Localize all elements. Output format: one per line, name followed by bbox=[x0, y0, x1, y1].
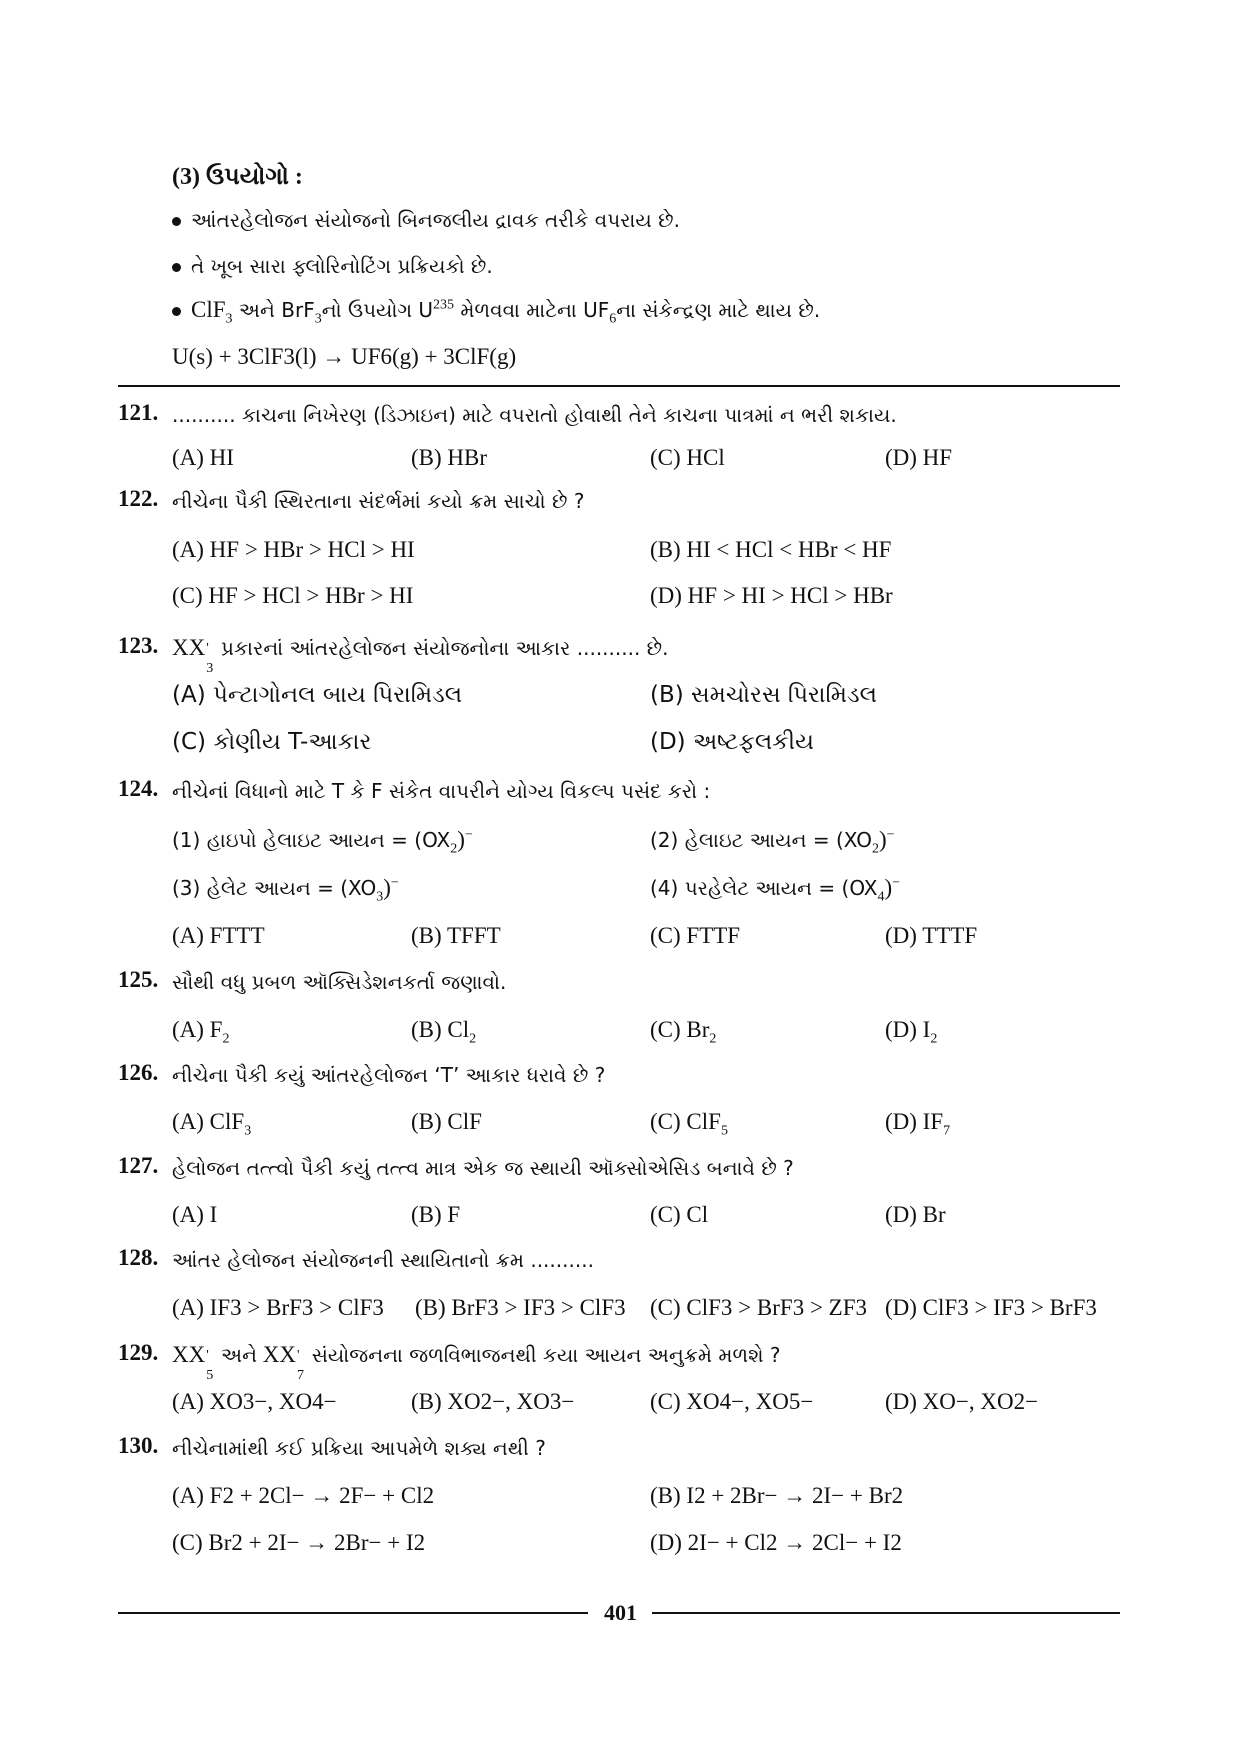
q126-option-b: (B) ClF bbox=[411, 1109, 482, 1134]
q123-option-c: (C) કોણીય T-આકાર bbox=[172, 729, 372, 755]
q129-option-c: (C) XO4−, XO5− bbox=[650, 1389, 814, 1414]
uses-bullet-3: ClF$_3$ અને BrF$_3$નો ઉપયોગ $U^{235}$ મેળવવા માટેના $UF_6ના$ સંકેન્દ્રણ માટે થાય છે. bbox=[172, 295, 820, 325]
section-divider bbox=[118, 385, 1120, 387]
q130-option-c: (C) Br2 + 2I− → 2Br− + I2 bbox=[172, 1530, 426, 1555]
uses-heading: (3) ઉપયોગો : bbox=[172, 164, 303, 190]
question-127-number: 127. bbox=[118, 1153, 159, 1178]
question-127-text: હેલોજન તત્ત્વો પૈકી કયું તત્ત્વ માત્ર એક જ સ્થાયી ઑક્સોએસિડ બનાવે છે ? bbox=[172, 1156, 794, 1180]
bullet-icon bbox=[172, 307, 181, 316]
q130-option-d: (D) 2I− + Cl2 → 2Cl− + I2 bbox=[650, 1530, 902, 1555]
q122-option-a: (A) HF > HBr > HCl > HI bbox=[172, 537, 415, 562]
q127-option-c: (C) Cl bbox=[650, 1202, 709, 1227]
question-128-number: 128. bbox=[118, 1245, 159, 1270]
q128-option-c: (C) ClF3 > BrF3 > ZF3 bbox=[650, 1295, 868, 1320]
q127-option-a: (A) I bbox=[172, 1202, 218, 1227]
q129-option-d: (D) XO−, XO2− bbox=[885, 1389, 1039, 1414]
q126-option-a: (A) ClF$_3$ bbox=[172, 1109, 252, 1139]
question-122-text: નીચેના પૈકી સ્થિરતાના સંદર્ભમાં કયો ક્રમ સાચો છે ? bbox=[172, 489, 585, 513]
footer-rule-right bbox=[652, 1612, 1120, 1614]
question-128-text: આંતર હેલોજન સંયોજનની સ્થાયિતાનો ક્રમ .......... bbox=[172, 1248, 594, 1272]
q122-option-d: (D) HF > HI > HCl > HBr bbox=[650, 583, 893, 608]
uses-equation: U(s) + 3ClF3(l) → UF6(g) + 3ClF(g) bbox=[172, 344, 517, 369]
q124-option-d: (D) TTTF bbox=[885, 923, 978, 948]
q126-option-c: (C) ClF$_5$ bbox=[650, 1109, 728, 1139]
q124-option-a: (A) FTTT bbox=[172, 923, 265, 948]
question-126-number: 126. bbox=[118, 1060, 159, 1085]
q129-option-a: (A) XO3−, XO4− bbox=[172, 1389, 337, 1414]
q124-option-c: (C) FTTF bbox=[650, 923, 741, 948]
q123-option-b: (B) સમચોરસ પિરામિડલ bbox=[650, 682, 877, 708]
q122-option-c: (C) HF > HCl > HBr > HI bbox=[172, 583, 414, 608]
q127-option-b: (B) F bbox=[411, 1202, 461, 1227]
question-123-text: XX ' 3 પ્રકારનાં આંતરહેલોજન સંયોજનોના આકાર .......... છે. bbox=[172, 635, 669, 676]
q124-option-b: (B) TFFT bbox=[411, 923, 501, 948]
q125-option-a: (A) $F_2$ bbox=[172, 1017, 230, 1047]
question-129-text: XX ' 5 અને XX ' 7 સંયોજનના જળવિભાજનથી કયા આયન અનુક્રમે મળશે ? bbox=[172, 1342, 781, 1383]
question-122-number: 122. bbox=[118, 486, 159, 511]
question-125-number: 125. bbox=[118, 967, 159, 992]
q125-option-b: (B) $Cl_2$ bbox=[411, 1017, 477, 1047]
question-130-number: 130. bbox=[118, 1433, 159, 1458]
bullet-icon bbox=[172, 263, 181, 272]
uses-bullet-1: આંતરહેલોજન સંયોજનો બિનજલીય દ્રાવક તરીકે વપરાય છે. bbox=[172, 205, 680, 235]
question-125-text: સૌથી વધુ પ્રબળ ઑક્સિડેશનકર્તા જણાવો. bbox=[172, 970, 507, 994]
q121-option-b: (B) HBr bbox=[411, 445, 488, 470]
q123-option-d: (D) અષ્ટફલકીય bbox=[650, 729, 814, 755]
q127-option-d: (D) Br bbox=[885, 1202, 946, 1227]
uses-bullet-2: તે ખૂબ સારા ફ્લોરિનોટિંગ પ્રક્રિયકો છે. bbox=[172, 251, 493, 281]
question-130-text: નીચેનામાંથી કઈ પ્રક્રિયા આપમેળે શક્ય નથી ? bbox=[172, 1436, 546, 1460]
q121-option-c: (C) HCl bbox=[650, 445, 725, 470]
q125-option-c: (C) $Br_2$ bbox=[650, 1017, 717, 1047]
q128-option-b: (B) BrF3 > IF3 > ClF3 bbox=[415, 1295, 626, 1320]
question-126-text: નીચેના પૈકી કયું આંતરહેલોજન ‘T’ આકાર ધરાવે છે ? bbox=[172, 1063, 606, 1087]
q128-option-d: (D) ClF3 > IF3 > BrF3 bbox=[885, 1295, 1097, 1320]
q128-option-a: (A) IF3 > BrF3 > ClF3 bbox=[172, 1295, 384, 1320]
question-129-number: 129. bbox=[118, 1340, 159, 1365]
q126-option-d: (D) $IF_7$ bbox=[885, 1109, 951, 1139]
bullet-icon bbox=[172, 217, 181, 226]
q130-option-b: (B) I2 + 2Br− → 2I− + Br2 bbox=[650, 1483, 904, 1508]
question-124-text: નીચેનાં વિધાનો માટે T કે F સંકેત વાપરીને યોગ્ય વિકલ્પ પસંદ કરો : bbox=[172, 779, 711, 803]
question-121-number: 121. bbox=[118, 400, 159, 425]
q124-statement-4: (4) પરહેલેટ આયન = $(OX_4)^-$ bbox=[650, 875, 901, 905]
q124-statement-3: (3) હેલેટ આયન = $(XO_3)^-$ bbox=[172, 875, 399, 905]
question-121-text: .......... કાચના નિખેરણ (ડિઝાઇન) માટે વપરાતો હોવાથી તેને કાચના પાત્રમાં ન ભરી શકાય. bbox=[172, 403, 897, 427]
q123-option-a: (A) પેન્ટાગોનલ બાય પિરામિડલ bbox=[172, 682, 463, 708]
q130-option-a: (A) F2 + 2Cl− → 2F− + Cl2 bbox=[172, 1483, 435, 1508]
q124-statement-1: (1) હાઇપો હેલાઇટ આયન = $(OX_2)^-$ bbox=[172, 827, 473, 857]
question-123-number: 123. bbox=[118, 633, 159, 658]
question-124-number: 124. bbox=[118, 776, 159, 801]
q125-option-d: (D) $I_2$ bbox=[885, 1017, 938, 1047]
page-number: 401 bbox=[604, 1600, 637, 1625]
q122-option-b: (B) HI < HCl < HBr < HF bbox=[650, 537, 892, 562]
q129-option-b: (B) XO2−, XO3− bbox=[411, 1389, 575, 1414]
q121-option-d: (D) HF bbox=[885, 445, 953, 470]
q121-option-a: (A) HI bbox=[172, 445, 234, 470]
q124-statement-2: (2) હેલાઇટ આયન = $(XO_2)^-$ bbox=[650, 827, 895, 857]
